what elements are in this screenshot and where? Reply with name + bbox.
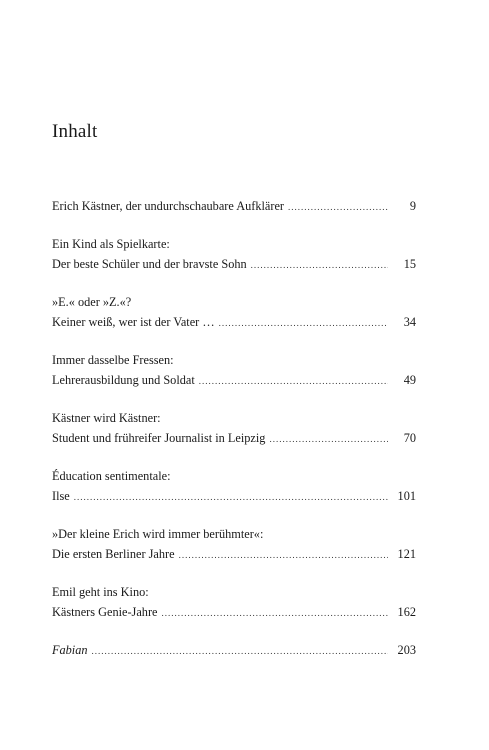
toc-entry: [52, 292, 416, 333]
toc-line: [52, 196, 416, 217]
dot-leader: [92, 641, 388, 661]
toc-entry-title: Kästners Genie-Jahre: [52, 605, 158, 619]
toc-entry-heading: »Der kleine Erich wird immer berühmter«:: [52, 527, 264, 541]
dot-leader: [269, 429, 388, 449]
toc-page-number: 203: [397, 643, 416, 657]
dot-leader: [199, 371, 388, 391]
toc-entry-heading: Kästner wird Kästner:: [52, 411, 161, 425]
toc-entry-title: Student und frühreifer Journalist in Leipzig: [52, 431, 266, 445]
toc-page-number: 49: [403, 373, 416, 387]
toc-entry-title: Erich Kästner, der undurchschaubare Aufklärer: [52, 199, 285, 213]
toc-line: [52, 544, 416, 565]
toc-page-number: 15: [403, 257, 416, 271]
dot-leader: [251, 255, 388, 275]
toc-entry-title: Ilse: [52, 489, 70, 503]
toc-entry: [52, 234, 416, 275]
toc-entry-title: Der beste Schüler und der bravste Sohn: [52, 257, 247, 271]
toc-line: [52, 312, 416, 333]
dot-leader: [179, 545, 388, 565]
toc-entry: [52, 582, 416, 623]
toc-line: [52, 486, 416, 507]
toc-entry-title: Die ersten Berliner Jahre: [52, 547, 175, 561]
toc-entry-title: Lehrerausbildung und Soldat: [52, 373, 195, 387]
toc-entry: [52, 640, 416, 661]
toc-entry: [52, 196, 416, 217]
toc-entry-heading: »E.« oder »Z.«?: [52, 295, 132, 309]
toc-entry: [52, 350, 416, 391]
toc-entry: [52, 524, 416, 565]
toc-page-number: 9: [409, 199, 416, 213]
toc-entry-heading: Emil geht ins Kino:: [52, 585, 149, 599]
toc-page-number: 101: [397, 489, 416, 503]
toc-entry-heading: Éducation sentimentale:: [52, 469, 171, 483]
toc-page-number: 70: [403, 431, 416, 445]
toc-line: [52, 640, 416, 661]
toc-entry-heading: Ein Kind als Spielkarte:: [52, 237, 170, 251]
dot-leader: [219, 313, 388, 333]
page-title: Inhalt: [52, 121, 98, 142]
toc-line: [52, 370, 416, 391]
toc-line: [52, 428, 416, 449]
toc-line: [52, 254, 416, 275]
toc-entry: [52, 466, 416, 507]
table-of-contents: [52, 196, 416, 661]
dot-leader: [74, 487, 388, 507]
toc-entry-title: Keiner weiß, wer ist der Vater …: [52, 315, 215, 329]
toc-entry-heading: Immer dasselbe Fressen:: [52, 353, 174, 367]
dot-leader: [288, 197, 388, 217]
toc-page-number: 121: [397, 547, 416, 561]
toc-entry-title: Fabian: [52, 643, 88, 657]
dot-leader: [162, 603, 388, 623]
toc-page-number: 34: [403, 315, 416, 329]
toc-line: [52, 602, 416, 623]
toc-entry: [52, 408, 416, 449]
toc-page-number: 162: [397, 605, 416, 619]
